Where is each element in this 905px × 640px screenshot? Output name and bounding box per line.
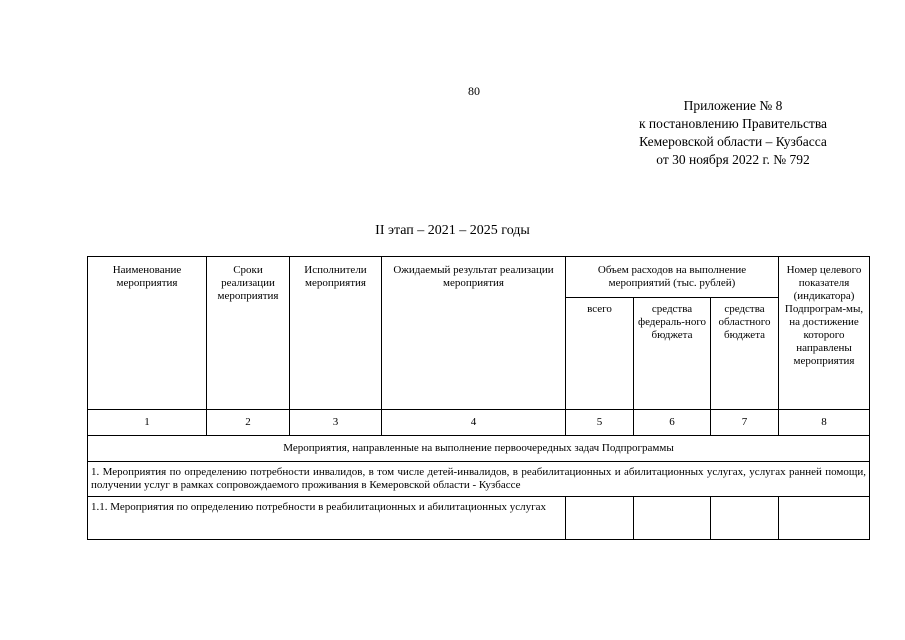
column-number: 6	[634, 410, 711, 436]
column-number: 3	[290, 410, 382, 436]
column-number: 7	[711, 410, 779, 436]
column-number: 4	[382, 410, 566, 436]
section-title: Мероприятия, направленные на выполнение первоочередных задач Подпрограммы	[88, 436, 870, 462]
appendix-line-1: Приложение № 8	[683, 98, 783, 113]
header-row	[88, 257, 870, 298]
header-result: Ожидаемый результат реализации мероприятия	[382, 257, 566, 410]
header-federal: средства федераль-ного бюджета	[634, 298, 711, 410]
page-number: 80	[468, 84, 480, 98]
header-regional: средства областного бюджета	[711, 298, 779, 410]
header-name: Наименование мероприятия	[88, 257, 207, 410]
header-volume: Объем расходов на выполнение мероприятий (тыс. рублей)	[566, 257, 779, 298]
empty-cell	[779, 497, 870, 540]
appendix-line-3: Кемеровской области – Кузбасса	[639, 134, 827, 149]
section-row	[88, 436, 870, 462]
column-numbers-row	[88, 410, 870, 436]
empty-cell	[711, 497, 779, 540]
header-terms: Сроки реализации мероприятия	[207, 257, 290, 410]
activities-table	[87, 256, 870, 540]
stage-title: II этап – 2021 – 2025 годы	[375, 223, 530, 238]
appendix-line-4: от 30 ноября 2022 г. № 792	[656, 152, 810, 167]
column-number: 2	[207, 410, 290, 436]
appendix-line-2: к постановлению Правительства	[638, 116, 828, 131]
column-number: 8	[779, 410, 870, 436]
item-1-text: 1. Мероприятия по определению потребности инвалидов, в том числе детей-инвалидов, в реабилитационных и абилитационных услугах, услугах ранней помощи, получении услуг в рамках сопровождаемого проживания в Кемеровской области - Кузбассе	[88, 462, 870, 497]
item-row	[88, 462, 870, 497]
header-total: всего	[566, 298, 634, 410]
header-executors: Исполнители мероприятия	[290, 257, 382, 410]
column-number: 5	[566, 410, 634, 436]
empty-cell	[634, 497, 711, 540]
subitem-row	[88, 497, 870, 540]
header-indicator: Номер целевого показателя (индикатора) Подпрограм-мы, на достижение которого направлены мероприятия	[779, 257, 870, 410]
column-number: 1	[88, 410, 207, 436]
appendix-header	[610, 97, 856, 169]
item-1-1-text: 1.1. Мероприятия по определению потребности в реабилитационных и абилитационных услугах	[88, 497, 566, 540]
empty-cell	[566, 497, 634, 540]
